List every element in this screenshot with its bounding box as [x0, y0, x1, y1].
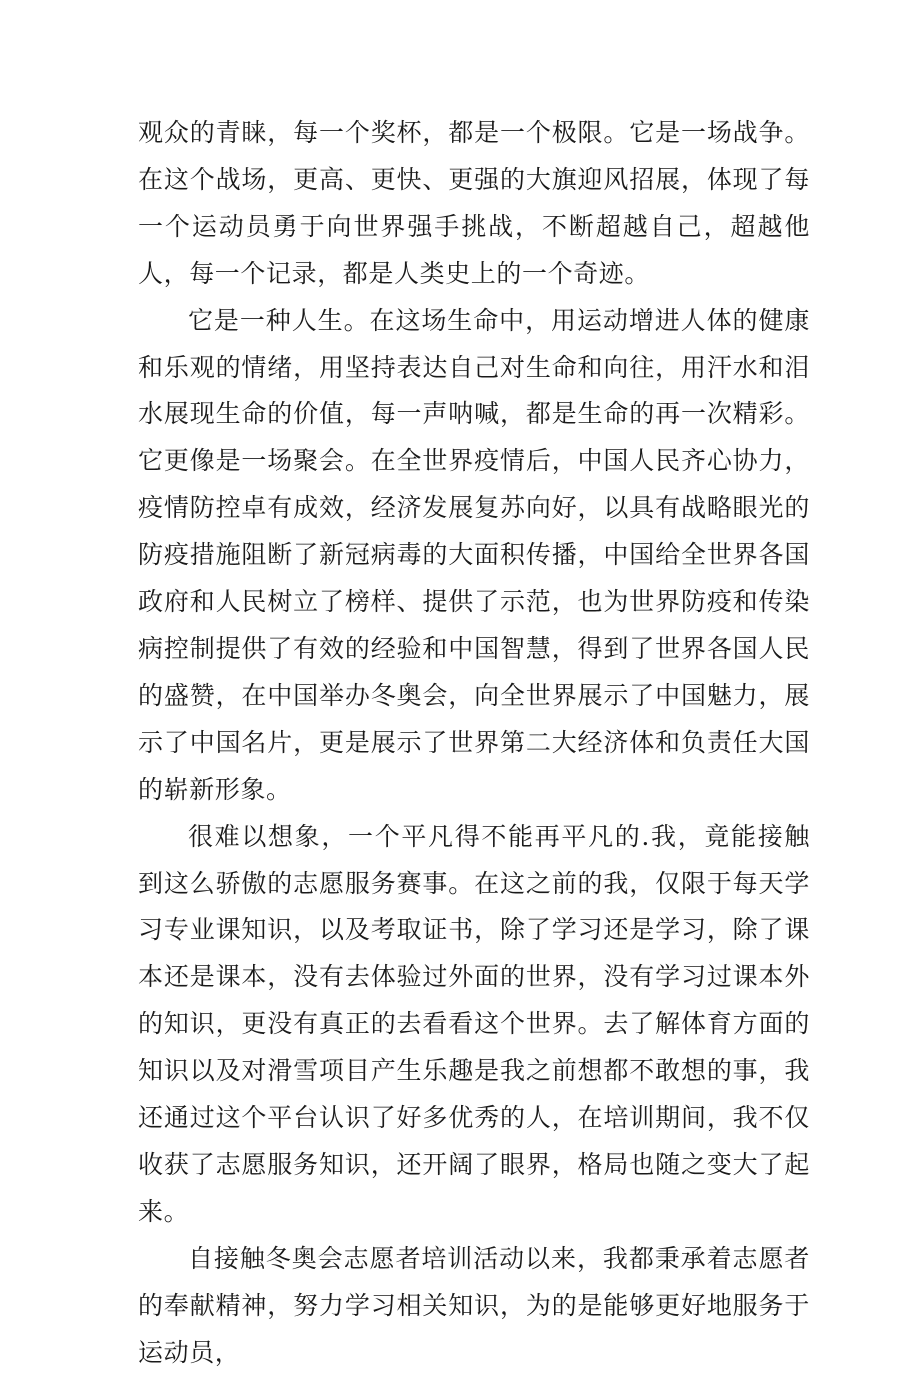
paragraph-2: 它是一种人生。在这场生命中，用运动增进人体的健康和乐观的情绪，用坚持表达自己对生命和向往，用汗水和泪水展现生命的价值，每一声呐喊，都是生命的再一次精彩。它更像是一场聚会。在全世界疫情后，中国人民齐心协力，疫情防控卓有成效，经济发展复苏向好，以具有战略眼光的防疫措施阻断了新冠病毒的大面积传播，中国给全世界各国政府和人民树立了榜样、提供了示范，也为世界防疫和传染病控制提供了有效的经验和中国智慧，得到了世界各国人民的盛赞，在中国举办冬奥会，向全世界展示了中国魅力，展示了中国名片，更是展示了世界第二大经济体和负责任大国的崭新形象。	[138, 305, 810, 804]
paragraph-4: 自接触冬奥会志愿者培训活动以来，我都秉承着志愿者的奉献精神，努力学习相关知识，为的是能够更好地服务于运动员，	[138, 1243, 810, 1367]
paragraph-1: 观众的青睐，每一个奖杯，都是一个极限。它是一场战争。在这个战场，更高、更快、更强的大旗迎风招展，体现了每一个运动员勇于向世界强手挑战，不断超越自己，超越他人，每一个记录，都是人类史上的一个奇迹。	[138, 118, 810, 288]
body-text	[138, 110, 810, 1376]
paragraph-3: 很难以想象，一个平凡得不能再平凡的.我，竟能接触到这么骄傲的志愿服务赛事。在这之前的我，仅限于每天学习专业课知识，以及考取证书，除了学习还是学习，除了课本还是课本，没有去体验过外面的世界，没有学习过课本外的知识，更没有真正的去看看这个世界。去了解体育方面的知识以及对滑雪项目产生乐趣是我之前想都不敢想的事，我还通过这个平台认识了好多优秀的人，在培训期间，我不仅收获了志愿服务知识，还开阔了眼界，格局也随之变大了起来。	[138, 821, 810, 1226]
